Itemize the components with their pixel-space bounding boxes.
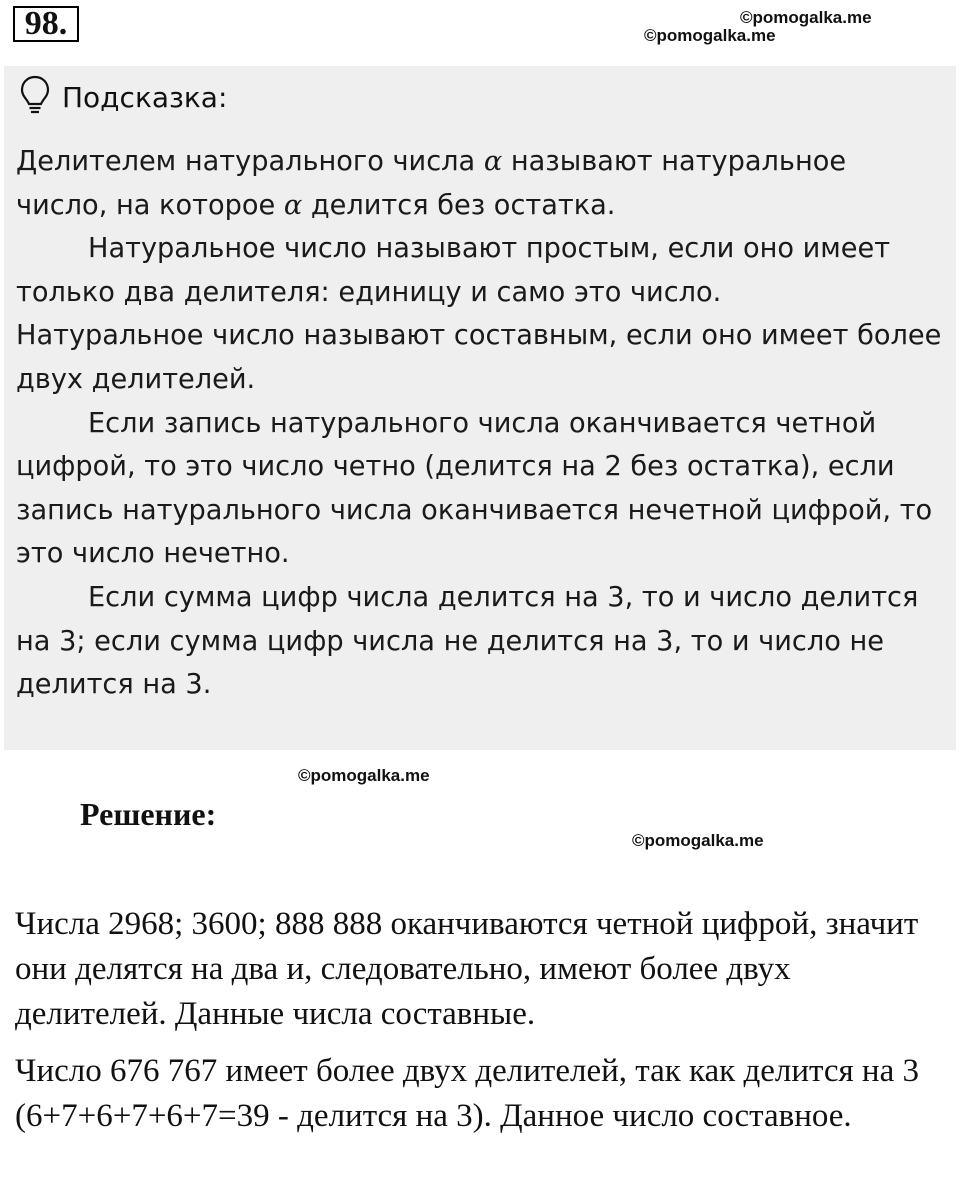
solution-paragraph: Числа 2968; 3600; 888 888 оканчиваются четной цифрой, значит они делятся на два и, следовательно, имеют более двух делителей. Данные числа составные. (15, 906, 919, 1032)
solution-body (15, 902, 945, 1151)
solution-title: Решение: (80, 796, 217, 832)
watermark: ©pomogalka.me (740, 8, 872, 27)
hint-title: Подсказка: (62, 80, 228, 114)
watermark: ©pomogalka.me (644, 26, 776, 45)
hint-paragraph: Натуральное число называют составным, если оно имеет более двух делителей. (16, 320, 942, 395)
lightbulb-icon (20, 75, 50, 119)
problem-number: 98. (13, 6, 79, 42)
hint-body (16, 140, 946, 707)
hint-paragraph: Делителем натурального числа α называют натуральное число, на которое α делится без остатка. (16, 146, 847, 221)
watermark: ©pomogalka.me (632, 831, 764, 850)
solution-paragraph: Число 676 767 имеет более двух делителей, так как делится на 3 (6+7+6+7+6+7=39 - делится на 3). Данное число составное. (15, 1053, 919, 1134)
hint-paragraph: Если запись натурального числа оканчивается четной цифрой, то это число четно (делится на 2 без остатка), если запись натурального числа оканчивается нечетной цифрой, то это число нечетно. (16, 407, 933, 570)
watermark: ©pomogalka.me (298, 766, 430, 785)
hint-paragraph: Если сумма цифр числа делится на 3, то и число делится на 3; если сумма цифр числа не делится на 3, то и число не делится на 3. (16, 581, 919, 701)
alpha-symbol: α (283, 189, 303, 221)
hint-header (20, 74, 227, 120)
hint-paragraph: Натуральное число называют простым, если оно имеет только два делителя: единицу и само это число. (16, 233, 891, 308)
alpha-symbol: α (483, 146, 503, 177)
